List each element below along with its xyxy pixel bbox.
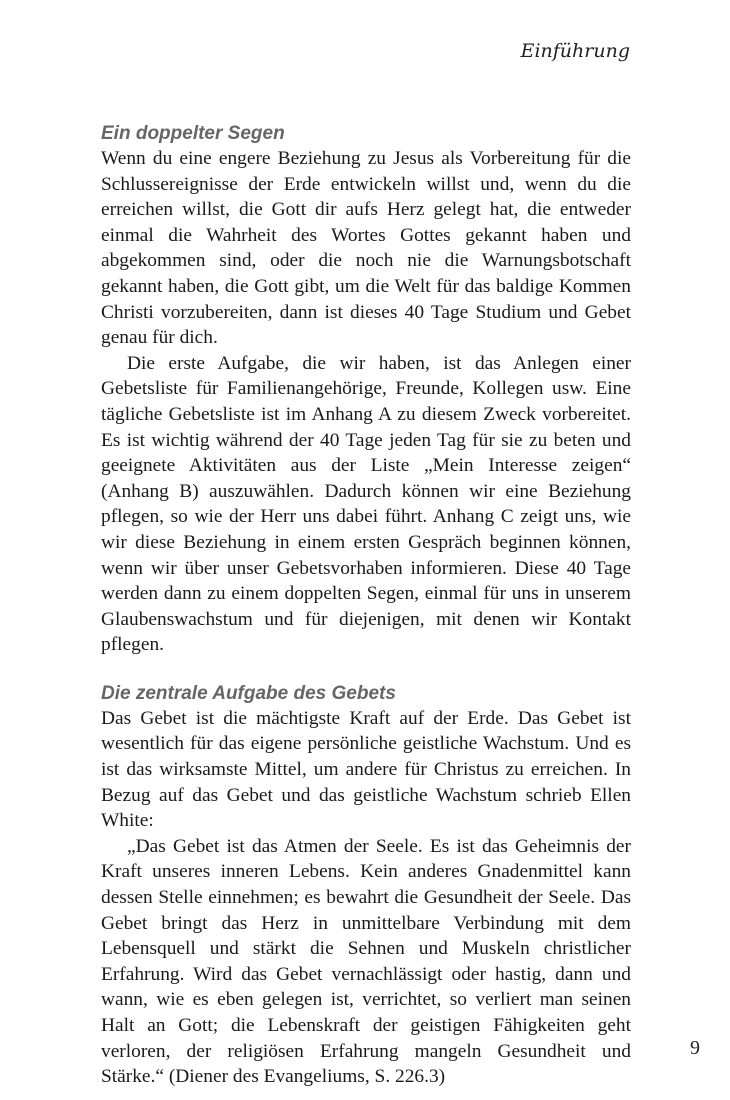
section-ein-doppelter-segen: [101, 122, 631, 658]
paragraph: Die erste Aufgabe, die wir haben, ist das Anlegen einer Gebetsliste für Familienangehörige, Freunde, Kollegen usw. Eine tägliche Gebetsliste ist im Anhang A zu diesem Zweck vorbereitet. Es ist wichtig während der 40 Tage jeden Tag für sie zu beten und geeignete Aktivitäten aus der Liste „Mein Interesse zeigen“ (Anhang B) auszuwählen. Dadurch können wir eine Beziehung pflegen, so wie der Herr uns dabei führt. Anhang C zeigt uns, wie wir diese Beziehung in einem ersten Gespräch beginnen können, wenn wir über unser Gebetsvorhaben informieren. Diese 40 Tage werden dann zu einem doppelten Segen, einmal für uns in unserem Glaubenswachstum und für diejenigen, mit denen wir Kontakt pflegen.: [101, 352, 631, 656]
block-quote: „Das Gebet ist das Atmen der Seele. Es ist das Geheimnis der Kraft unseres inneren Lebens. Kein anderes Gnadenmittel kann dessen Stelle einnehmen; es bewahrt die Gesundheit der Seele. Das Gebet bringt das Herz in unmittelbare Verbindung mit dem Lebensquell und stärkt die Sehnen und Muskeln christlicher Erfahrung. Wird das Gebet vernachlässigt oder hastig, dann und wann, wie es eben gelegen ist, verrichtet, so verliert man seinen Halt an Gott; die Lebenskraft der geistigen Fähigkeiten geht verloren, der religiösen Erfahrung mangeln Gesundheit und Stärke.“ (Diener des Evangeliums, S. 226.3): [101, 835, 631, 1088]
page-content: [101, 122, 631, 1090]
section-zentrale-aufgabe: [101, 682, 631, 1090]
running-head: Einführung: [520, 40, 630, 62]
section-heading: Ein doppelter Segen: [101, 123, 285, 144]
page-number: 9: [690, 1037, 700, 1059]
paragraph: Das Gebet ist die mächtigste Kraft auf der Erde. Das Gebet ist wesentlich für das eigene persönliche geistliche Wachstum. Und es ist das wirksamste Mittel, um andere für Christus zu erreichen. In Bezug auf das Gebet und das geistliche Wachstum schrieb Ellen White:: [101, 707, 631, 832]
paragraph: Wenn du eine engere Beziehung zu Jesus als Vorbereitung für die Schlussereignisse der Erde entwickeln willst und, wenn du die erreichen willst, die Gott dir aufs Herz gelegt hat, die entweder einmal die Wahrheit des Wortes Gottes gekannt haben und abgekommen sind, oder die noch nie die Warnungsbotschaft gekannt haben, die Gott gibt, um die Welt für das baldige Kommen Christi vorzubereiten, dann ist dieses 40 Tage Studium und Gebet genau für dich.: [101, 148, 631, 349]
section-heading: Die zentrale Aufgabe des Gebets: [101, 682, 396, 704]
